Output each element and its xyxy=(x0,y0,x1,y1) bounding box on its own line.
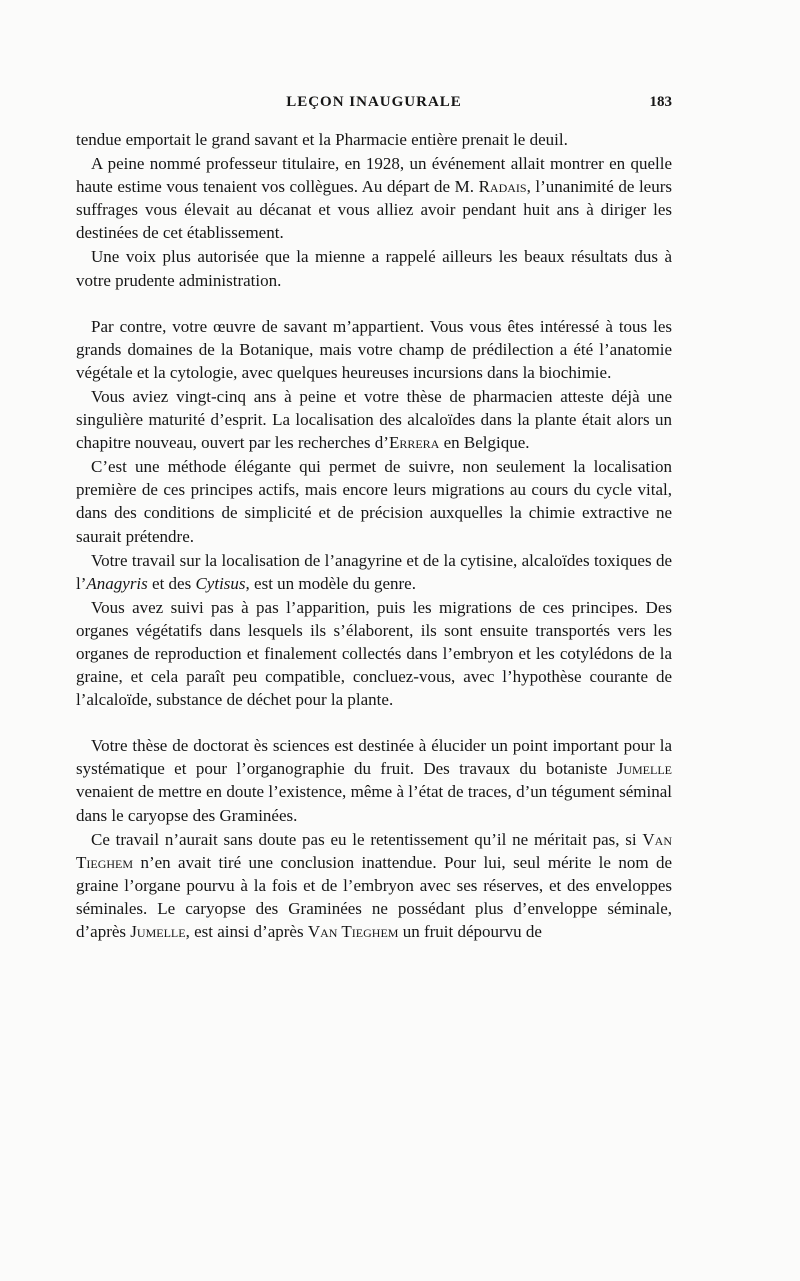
paragraph-text: venaient de mettre en doute l’existence, même à l’état de traces, d’un tégument séminal dans le caryopse des Graminées. xyxy=(76,782,672,825)
person-name: Van Tieghem xyxy=(307,922,399,941)
paragraph xyxy=(76,128,672,151)
paragraph-text: Votre travail sur la localisation de l’anagyrine et de la cytisine, alcaloïdes toxiques de l’ xyxy=(76,550,672,593)
paragraph-text: Vous avez suivi pas à pas l’apparition, puis les migrations de ces principes. Des organes végétatifs dans lesquels ils s’élaborent, ils sont ensuite transportés vers les organes de reproduction et finalement collectés dans l’embryon et les cotylédons de la graine, et cela paraît peu compatible, concluez-vous, avec l’hypothèse courante de l’alcaloïde, substance de déchet pour la plante. xyxy=(76,597,672,710)
paragraph-text: un fruit dépourvu de xyxy=(398,922,542,941)
paragraph-text: en Belgique. xyxy=(439,433,530,453)
paragraph xyxy=(76,315,672,384)
paragraph xyxy=(76,549,672,595)
paragraph xyxy=(76,455,672,547)
paragraph xyxy=(76,245,672,291)
person-name: Errera xyxy=(388,433,440,453)
person-name: Radais xyxy=(478,177,527,197)
genus-name: Anagyris xyxy=(86,573,148,593)
paragraph-text: Une voix plus autorisée que la mienne a rappelé ailleurs les beaux résultats dus à votre prudente administration. xyxy=(76,247,672,290)
person-name: Jumelle xyxy=(130,922,186,941)
page-number: 183 xyxy=(649,94,672,110)
paragraph xyxy=(76,828,672,943)
paragraph-text: Vous aviez vingt-cinq ans à peine et votre thèse de pharmacien atteste déjà une singulière maturité d’esprit. La localisation des alcaloïdes dans la plante était alors un chapitre nouveau, ouvert par les recherches d’ xyxy=(76,386,672,453)
paragraph-text: , est ainsi d’après xyxy=(185,922,308,941)
genus-name: Cytisus xyxy=(195,573,246,593)
paragraph-text: Votre thèse de doctorat ès sciences est destinée à élucider un point important pour la systématique et pour l’organographie du fruit. Des travaux du botaniste xyxy=(76,736,672,779)
body-text xyxy=(76,128,672,944)
person-name: Van Tieghem xyxy=(76,829,672,872)
paragraph xyxy=(76,152,672,244)
paragraph xyxy=(76,385,672,454)
paragraph-text: et des xyxy=(147,573,196,593)
running-title: LEÇON INAUGURALE xyxy=(286,94,462,110)
paragraph-text: C’est une méthode élégante qui permet de suivre, non seulement la localisation première de ces principes actifs, mais encore leurs migrations au cours du cycle vital, dans des conditions de simplicité et de précision auxquelles la chimie extractive ne saurait prétendre. xyxy=(76,457,672,546)
paragraph-text: Par contre, votre œuvre de savant m’appartient. Vous vous êtes intéressé à tous les grands domaines de la Botanique, mais votre champ de prédilection a été l’anatomie végétale et la cytologie, avec quelques heureuses incursions dans la biochimie. xyxy=(76,316,672,382)
paragraph-text: n’en avait tiré une conclusion inattendue. Pour lui, seul mérite le nom de graine l’organe pourvu à la fois et de l’embryon avec ses réserves, et des enveloppes séminales. Le caryopse des Graminées ne possédant plus d’enveloppe séminale, d’après xyxy=(76,852,672,941)
paragraph-text: A peine nommé professeur titulaire, en 1928, un événement allait montrer en quelle haute estime vous tenaient vos collègues. Au départ de M. xyxy=(76,154,672,197)
paragraph-text: Ce travail n’aurait sans doute pas eu le retentissement qu’il ne méritait pas, si xyxy=(91,829,643,849)
paragraph-text: tendue emportait le grand savant et la Pharmacie entière prenait le deuil. xyxy=(76,130,568,149)
paragraph xyxy=(76,596,672,711)
person-name: Jumelle xyxy=(616,759,672,779)
paragraph xyxy=(76,734,672,826)
running-head xyxy=(76,94,672,116)
paragraph-text: , l’unanimité de leurs suffrages vous élevait au décanat et vous alliez avoir pendant huit ans à diriger les destinées de cet établissement. xyxy=(76,177,672,243)
paragraph-text: , est un modèle du genre. xyxy=(245,573,416,593)
